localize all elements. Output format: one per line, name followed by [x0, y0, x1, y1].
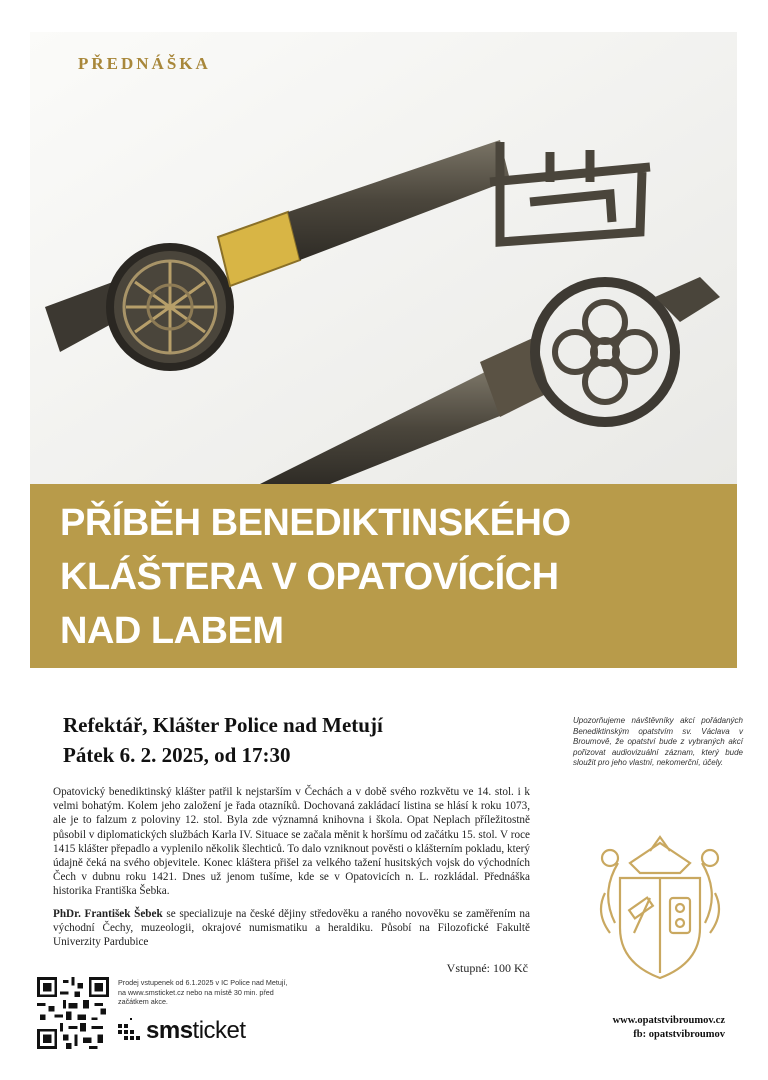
- website-link[interactable]: www.opatstvibroumov.cz: [612, 1015, 725, 1026]
- speaker-name: PhDr. František Šebek: [53, 908, 163, 920]
- title-banner: [30, 484, 737, 668]
- sms-logo-bold: sms: [146, 1017, 193, 1044]
- event-type-label: PŘEDNÁŠKA: [78, 54, 211, 73]
- keys-photo: [30, 32, 737, 484]
- contact-links: [580, 1014, 725, 1042]
- event-title: [60, 496, 571, 658]
- sms-ticket-logo[interactable]: [116, 1013, 246, 1049]
- title-line-1: PŘÍBĚH BENEDIKTINSKÉHO: [60, 502, 571, 544]
- presale-info: Prodej vstupenek od 6.1.2025 v IC Police nad Metují, na www.smsticket.cz nebo na místě 30 min. před začátkem akce.: [118, 978, 288, 1006]
- speaker-bio-text: se specializuje na české dějiny středověku a raného novověku se zaměřením na východní Čechy, muzeologii, okrajové numismatiku a heraldiku. Působí na Filozofické Fakultě Univerzity Pardubice: [53, 908, 530, 949]
- event-description: Opatovický benediktinský klášter patřil k nejstarším v Čechách a v době svého rozkvětu ve 14. stol. i k velmi bohatým. Kolem jeho založení je řada otazníků. Dochovaná zakládací listina se hlásí k roku 1073, ale je to falzum z poloviny 12. stol. Byla zde významná knihovna i škola. Opat Neplach příležitostně působil v diplomatických službách Karla IV. Situace se začala měnit k horšímu od začátku 15. stol. V roce 1415 klášter přepadlo a vyplenilo několik šlechticů. To dalo vzniknout pověsti o klášterním pokladu, který údajně čeká na svého objevitele. Konec kláštera přišel za velkého tažení husitských vojsk do východních Čech v dubnu roku 1421. Dnes už jenom tušíme, kde se v Opatovicích n. L. rozkládal. Přednáška historika Františka Šebka.: [53, 786, 530, 898]
- qr-code-icon[interactable]: [37, 977, 109, 1049]
- sms-logo-light: ticket: [192, 1017, 246, 1044]
- event-datetime: Pátek 6. 2. 2025, od 17:30: [63, 743, 291, 767]
- title-line-2: KLÁŠTERA V OPATOVÍCÍCH: [60, 556, 559, 598]
- title-line-3: NAD LABEM: [60, 610, 284, 652]
- recording-notice: Upozorňujeme návštěvníky akcí pořádaných Benediktinským opatstvím sv. Václava v Broumově, že opatství bude z vybraných akcí pořizovat audiovizuální záznam, který bude sloužit pro jeho vlastní, nekomerční, účely.: [573, 716, 743, 767]
- event-venue: Refektář, Klášter Police nad Metují: [63, 713, 383, 737]
- event-details: [63, 710, 383, 770]
- sms-ticket-logo-text: [146, 1017, 246, 1045]
- speaker-bio: [53, 907, 530, 950]
- ticket-price: Vstupné: 100 Kč: [446, 961, 528, 975]
- sms-ticket-logo-icon: [116, 1018, 142, 1044]
- keys-illustration: [30, 32, 737, 484]
- abbey-crest-icon: [590, 833, 730, 983]
- facebook-link[interactable]: fb: opatstvibroumov: [633, 1029, 725, 1040]
